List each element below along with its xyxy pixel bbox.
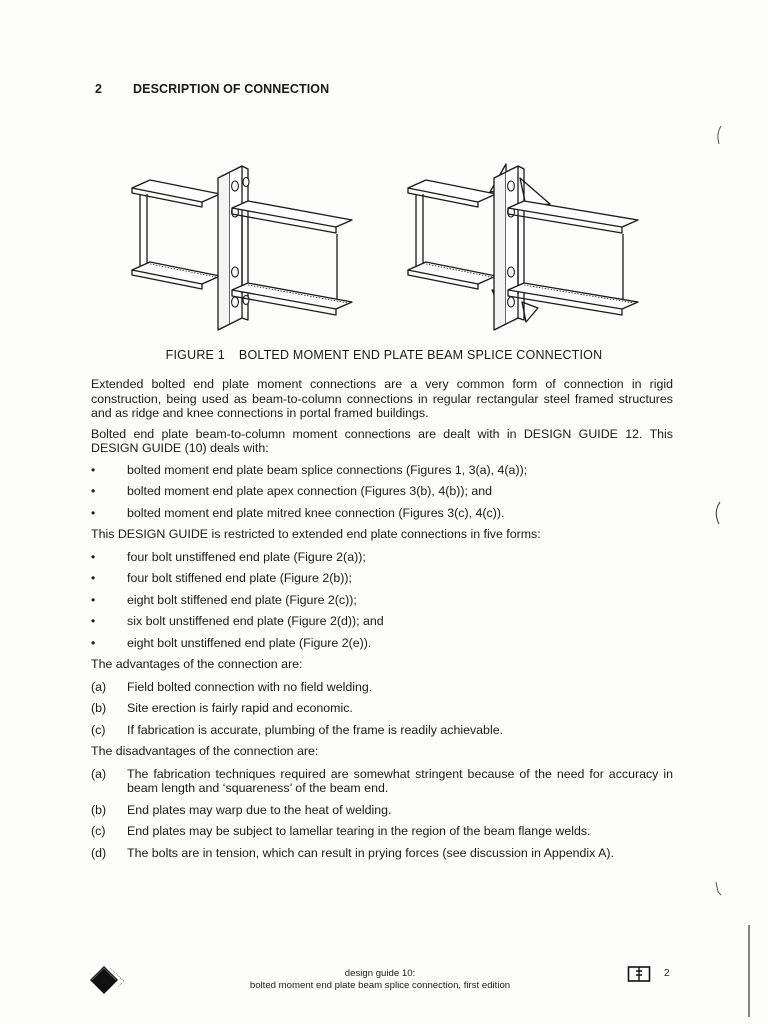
figure-1-illustration	[120, 160, 660, 340]
list-item: • bolted moment end plate apex connection (Figures 3(b), 4(b)); and	[91, 484, 493, 498]
section-title: DESCRIPTION OF CONNECTION	[133, 82, 330, 96]
figure-caption-text: BOLTED MOMENT END PLATE BEAM SPLICE CONNECTION	[238, 348, 603, 362]
book-page-icon	[627, 965, 651, 983]
paragraph-restricted: This DESIGN GUIDE is restricted to extended end plate connections in five forms:	[91, 527, 541, 541]
list-item: (b) Site erection is fairly rapid and economic.	[91, 701, 353, 715]
list-item: (a) Field bolted connection with no field welding.	[91, 679, 373, 694]
section-heading	[95, 82, 329, 96]
bullet-icon: •	[91, 635, 96, 650]
bullet-icon: •	[91, 505, 96, 520]
scan-mark	[712, 500, 722, 526]
bullet-icon: •	[91, 484, 96, 498]
list-item: • eight bolt unstiffened end plate (Figure 2(e)).	[91, 635, 372, 650]
bullet-icon: •	[91, 571, 96, 585]
paragraph-advantages: The advantages of the connection are:	[91, 657, 303, 671]
body-text	[91, 377, 673, 867]
list-item: • four bolt stiffened end plate (Figure 2(b));	[91, 571, 352, 585]
paragraph-intro: Extended bolted end plate moment connections are a very common form of connection in rigid construction, being used as beam-to-column connections in regular rectangular steel framed structures and as ridge and knee connections in portal framed buildings.	[91, 377, 673, 420]
list-item: (c) End plates may be subject to lamellar tearing in the region of the beam flange welds.	[91, 824, 591, 838]
scan-mark	[714, 124, 724, 146]
paragraph-design-guide-12: Bolted end plate beam-to-column moment connections are dealt with in DESIGN GUIDE 12. This DESIGN GUIDE (10) deals with:	[91, 426, 673, 455]
page-footer	[0, 964, 768, 1004]
list-item: • four bolt unstiffened end plate (Figure 2(a));	[91, 549, 366, 564]
list-item: • bolted moment end plate beam splice connections (Figures 1, 3(a), 4(a));	[91, 462, 528, 477]
footer-text	[180, 968, 580, 991]
bullet-icon: •	[91, 462, 96, 477]
bullet-icon: •	[91, 614, 96, 628]
splice-drawing-right	[400, 160, 660, 340]
diamond-logo-icon	[88, 964, 128, 998]
footer-line-1: design guide 10:	[344, 968, 416, 979]
list-item: (d) The bolts are in tension, which can result in prying forces (see discussion in Appendix A).	[91, 845, 614, 860]
disadvantages-list	[91, 767, 673, 861]
section-number: 2	[95, 82, 103, 96]
paragraph-disadvantages: The disadvantages of the connection are:	[91, 744, 319, 758]
list-item: • bolted moment end plate mitred knee connection (Figures 3(c), 4(c)).	[91, 505, 505, 520]
scan-mark	[714, 880, 722, 898]
list-item: • six bolt unstiffened end plate (Figure 2(d)); and	[91, 614, 384, 628]
footer-line-2: bolted moment end plate beam splice connection, first edition	[249, 979, 511, 991]
page-number: 2	[664, 968, 670, 979]
list-item: (c) If fabrication is accurate, plumbing of the frame is readily achievable.	[91, 722, 504, 737]
deals-with-list	[91, 463, 673, 521]
bullet-icon: •	[91, 592, 96, 607]
figure-caption	[0, 348, 768, 362]
list-item: (b) End plates may warp due to the heat of welding.	[91, 802, 392, 817]
advantages-list	[91, 680, 673, 738]
list-item: (a) The fabrication techniques required are somewhat stringent because of the need for accuracy in beam length and ‘squareness’ of the beam end.	[91, 766, 673, 795]
bullet-icon: •	[91, 549, 96, 564]
splice-drawing-left	[120, 160, 370, 340]
list-item: • eight bolt stiffened end plate (Figure 2(c));	[91, 592, 357, 607]
figure-number: FIGURE 1	[165, 348, 225, 362]
forms-list	[91, 550, 673, 651]
